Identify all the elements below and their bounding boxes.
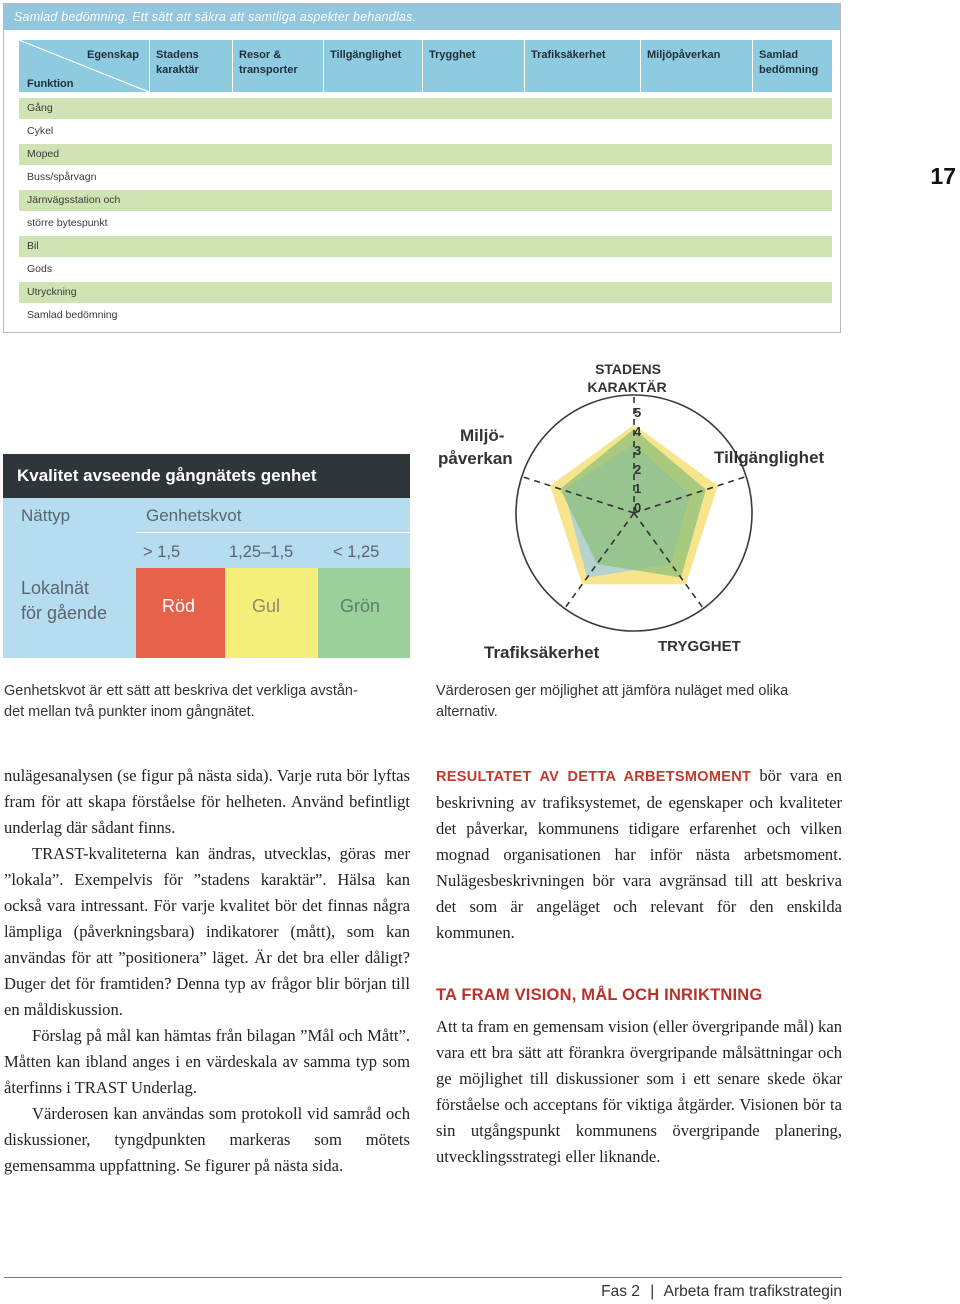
paragraph: Förslag på mål kan hämtas från bilagan ”Mål och Mått”. Måtten kan ibland anges i en värdeskala av samma typ som återfinns i TRAST Underlag.	[4, 1026, 410, 1097]
matrix-col-header: Miljöpåverkan	[647, 49, 721, 61]
matrix-divider	[640, 40, 641, 92]
caption-genhetskvot	[4, 681, 414, 723]
grade-cell-yellow	[225, 568, 318, 658]
matrix-row-label: Järnvägsstation och	[27, 194, 121, 206]
matrix-col-header: Samlad bedömning	[759, 49, 819, 76]
radar-scale-tick: 2	[634, 462, 642, 477]
grade-label: Gul	[252, 596, 281, 616]
radar-scale-tick: 5	[634, 405, 642, 420]
nattyp-header: Nättyp	[21, 506, 71, 525]
caption-line: det mellan två punkter inom gångnätet.	[4, 704, 255, 720]
matrix-corner-funktion: Funktion	[27, 78, 74, 90]
matrix-row	[19, 213, 832, 234]
footer-separator: |	[650, 1283, 655, 1300]
matrix-row-label: Gång	[27, 102, 53, 114]
row-label-line: för gående	[21, 603, 108, 623]
paragraph-text: bör vara en beskrivning av trafiksystemet, de egenskaper och kvaliteter det påverkar, kommunens tidigare erfarenhet och vilken mognad organisationen har inför nästa arbetsmoment. Nulägesbeskrivningen bör vara avgränsad till att beskriva det som är angeläget och relevant för den enskilda kommunen.	[436, 766, 842, 942]
axis-label-trafiksakerhet: Trafiksäkerhet	[484, 643, 600, 662]
genhetskvot-header: Genhetskvot	[146, 506, 242, 525]
matrix-row-label: Gods	[27, 263, 53, 275]
matrix-row	[19, 305, 832, 326]
value-rose-chart	[432, 353, 852, 673]
footer-section: Fas 2	[601, 1283, 640, 1300]
radar-scale-tick: 1	[634, 481, 642, 496]
right-text-column	[436, 763, 842, 1170]
grade-label: Grön	[340, 596, 381, 616]
row-label-line: Lokalnät	[21, 578, 90, 598]
caption-line: alternativ.	[436, 704, 498, 720]
footer-title: Arbeta fram trafikstrategin	[663, 1283, 842, 1300]
section-heading: TA FRAM VISION, MÅL OCH INRIKTNING	[436, 986, 763, 1004]
matrix-row	[19, 167, 832, 188]
running-footer	[560, 1283, 842, 1301]
radar-scale-tick: 0	[634, 500, 642, 515]
matrix-divider	[422, 40, 423, 92]
axis-label-tillganglighet: Tillgänglighet	[714, 448, 825, 467]
matrix-row	[19, 282, 832, 303]
axis-label-karaktar: KARAKTÄR	[587, 379, 667, 395]
grade-label: Röd	[162, 596, 196, 616]
matrix-row	[19, 121, 832, 142]
paragraph	[436, 763, 842, 946]
matrix-row-label: Samlad bedömning	[27, 309, 118, 321]
matrix-row-label: Moped	[27, 148, 60, 160]
genhet-table-title: Kvalitet avseende gångnätets genhet	[3, 454, 410, 498]
axis-label-paverkan: påverkan	[438, 449, 513, 468]
range-label: < 1,25	[333, 543, 380, 561]
genhet-table-body	[3, 498, 410, 658]
matrix-row-label: större bytespunkt	[27, 217, 108, 229]
matrix-divider	[323, 40, 324, 92]
range-label: 1,25–1,5	[229, 543, 294, 561]
matrix-divider	[752, 40, 753, 92]
genhet-quality-table	[3, 454, 410, 658]
matrix-grid	[19, 40, 832, 326]
left-text-column	[4, 763, 410, 1179]
matrix-col-header: Resor & transporter	[239, 49, 298, 76]
axis-label-miljo: Miljö-	[460, 426, 505, 445]
matrix-col-header: Stadens karaktär	[156, 49, 199, 76]
table-divider	[136, 532, 410, 533]
matrix-col-header: Trygghet	[429, 49, 476, 61]
range-label: > 1,5	[143, 543, 181, 561]
matrix-row	[19, 98, 832, 119]
matrix-divider	[232, 40, 233, 92]
caption-varderosen	[436, 681, 846, 723]
page-number: 17	[930, 163, 956, 189]
matrix-row-label: Bil	[27, 240, 39, 252]
caption-line: Värderosen ger möjlighet att jämföra nuläget med olika	[436, 683, 789, 699]
matrix-corner-egenskap: Egenskap	[87, 49, 139, 61]
paragraph: TRAST-kvaliteterna kan ändras, utvecklas, göras mer ”lokala”. Exempelvis för ”stadens karaktär”. Hälsa kan också vara intressant. För varje kvalitet bör det finnas några lämpliga (påverkningsbara) indikatorer (mått), som kan användas för att ”positionera” läget. Är det bra eller dåligt? Duger det för framtiden? Denna typ av frågor blir början till en måldiskussion.	[4, 844, 410, 1019]
matrix-divider	[149, 40, 150, 92]
paragraph: nulägesanalysen (se figur på nästa sida). Varje ruta bör lyftas fram för att skapa förståelse för helheten. Använd befintligt underlag där sådant finns.	[4, 766, 410, 837]
matrix-row-label: Buss/spårvagn	[27, 171, 97, 183]
matrix-row	[19, 190, 832, 211]
caption-line: Genhetskvot är ett sätt att beskriva det verkliga avstån-	[4, 683, 358, 699]
axis-label-stadens: STADENS	[595, 361, 661, 377]
grade-cell-red	[136, 568, 225, 658]
matrix-title: Samlad bedömning. Ett sätt att säkra att samtliga aspekter behandlas.	[4, 4, 840, 30]
paragraph: Värderosen kan användas som protokoll vid samråd och diskussioner, tyngdpunkten markeras som mötets gemensamma uppfattning. Se figurer på nästa sida.	[4, 1104, 410, 1175]
paragraph: Att ta fram en gemensam vision (eller övergripande mål) kan vara ett bra sätt att förankra övergripande målsättningar och ge möjlighet till diskussioner som i ett senare skede ökar förståelse och acceptans för viktiga åtgärder. Visionen bör ta sin utgångspunkt kommunens övergripande planering, utvecklingsstrategi eller liknande.	[436, 1017, 842, 1166]
matrix-row	[19, 236, 832, 257]
matrix-divider	[524, 40, 525, 92]
matrix-row-label: Cykel	[27, 125, 54, 137]
matrix-row	[19, 259, 832, 280]
footer-rule	[4, 1277, 842, 1278]
matrix-row	[19, 144, 832, 165]
matrix-col-header: Trafiksäkerhet	[531, 49, 606, 61]
row-label	[21, 576, 107, 626]
evaluation-matrix-figure	[3, 3, 841, 333]
lead-in: RESULTATET AV DETTA ARBETSMOMENT	[436, 769, 752, 785]
radar-scale-tick: 4	[634, 424, 642, 439]
matrix-row-label: Utryckning	[27, 286, 77, 298]
radar-scale-tick: 3	[634, 443, 642, 458]
matrix-col-header: Tillgänglighet	[330, 49, 402, 61]
axis-label-trygghet: TRYGGHET	[658, 638, 741, 655]
grade-cell-green	[318, 568, 410, 658]
